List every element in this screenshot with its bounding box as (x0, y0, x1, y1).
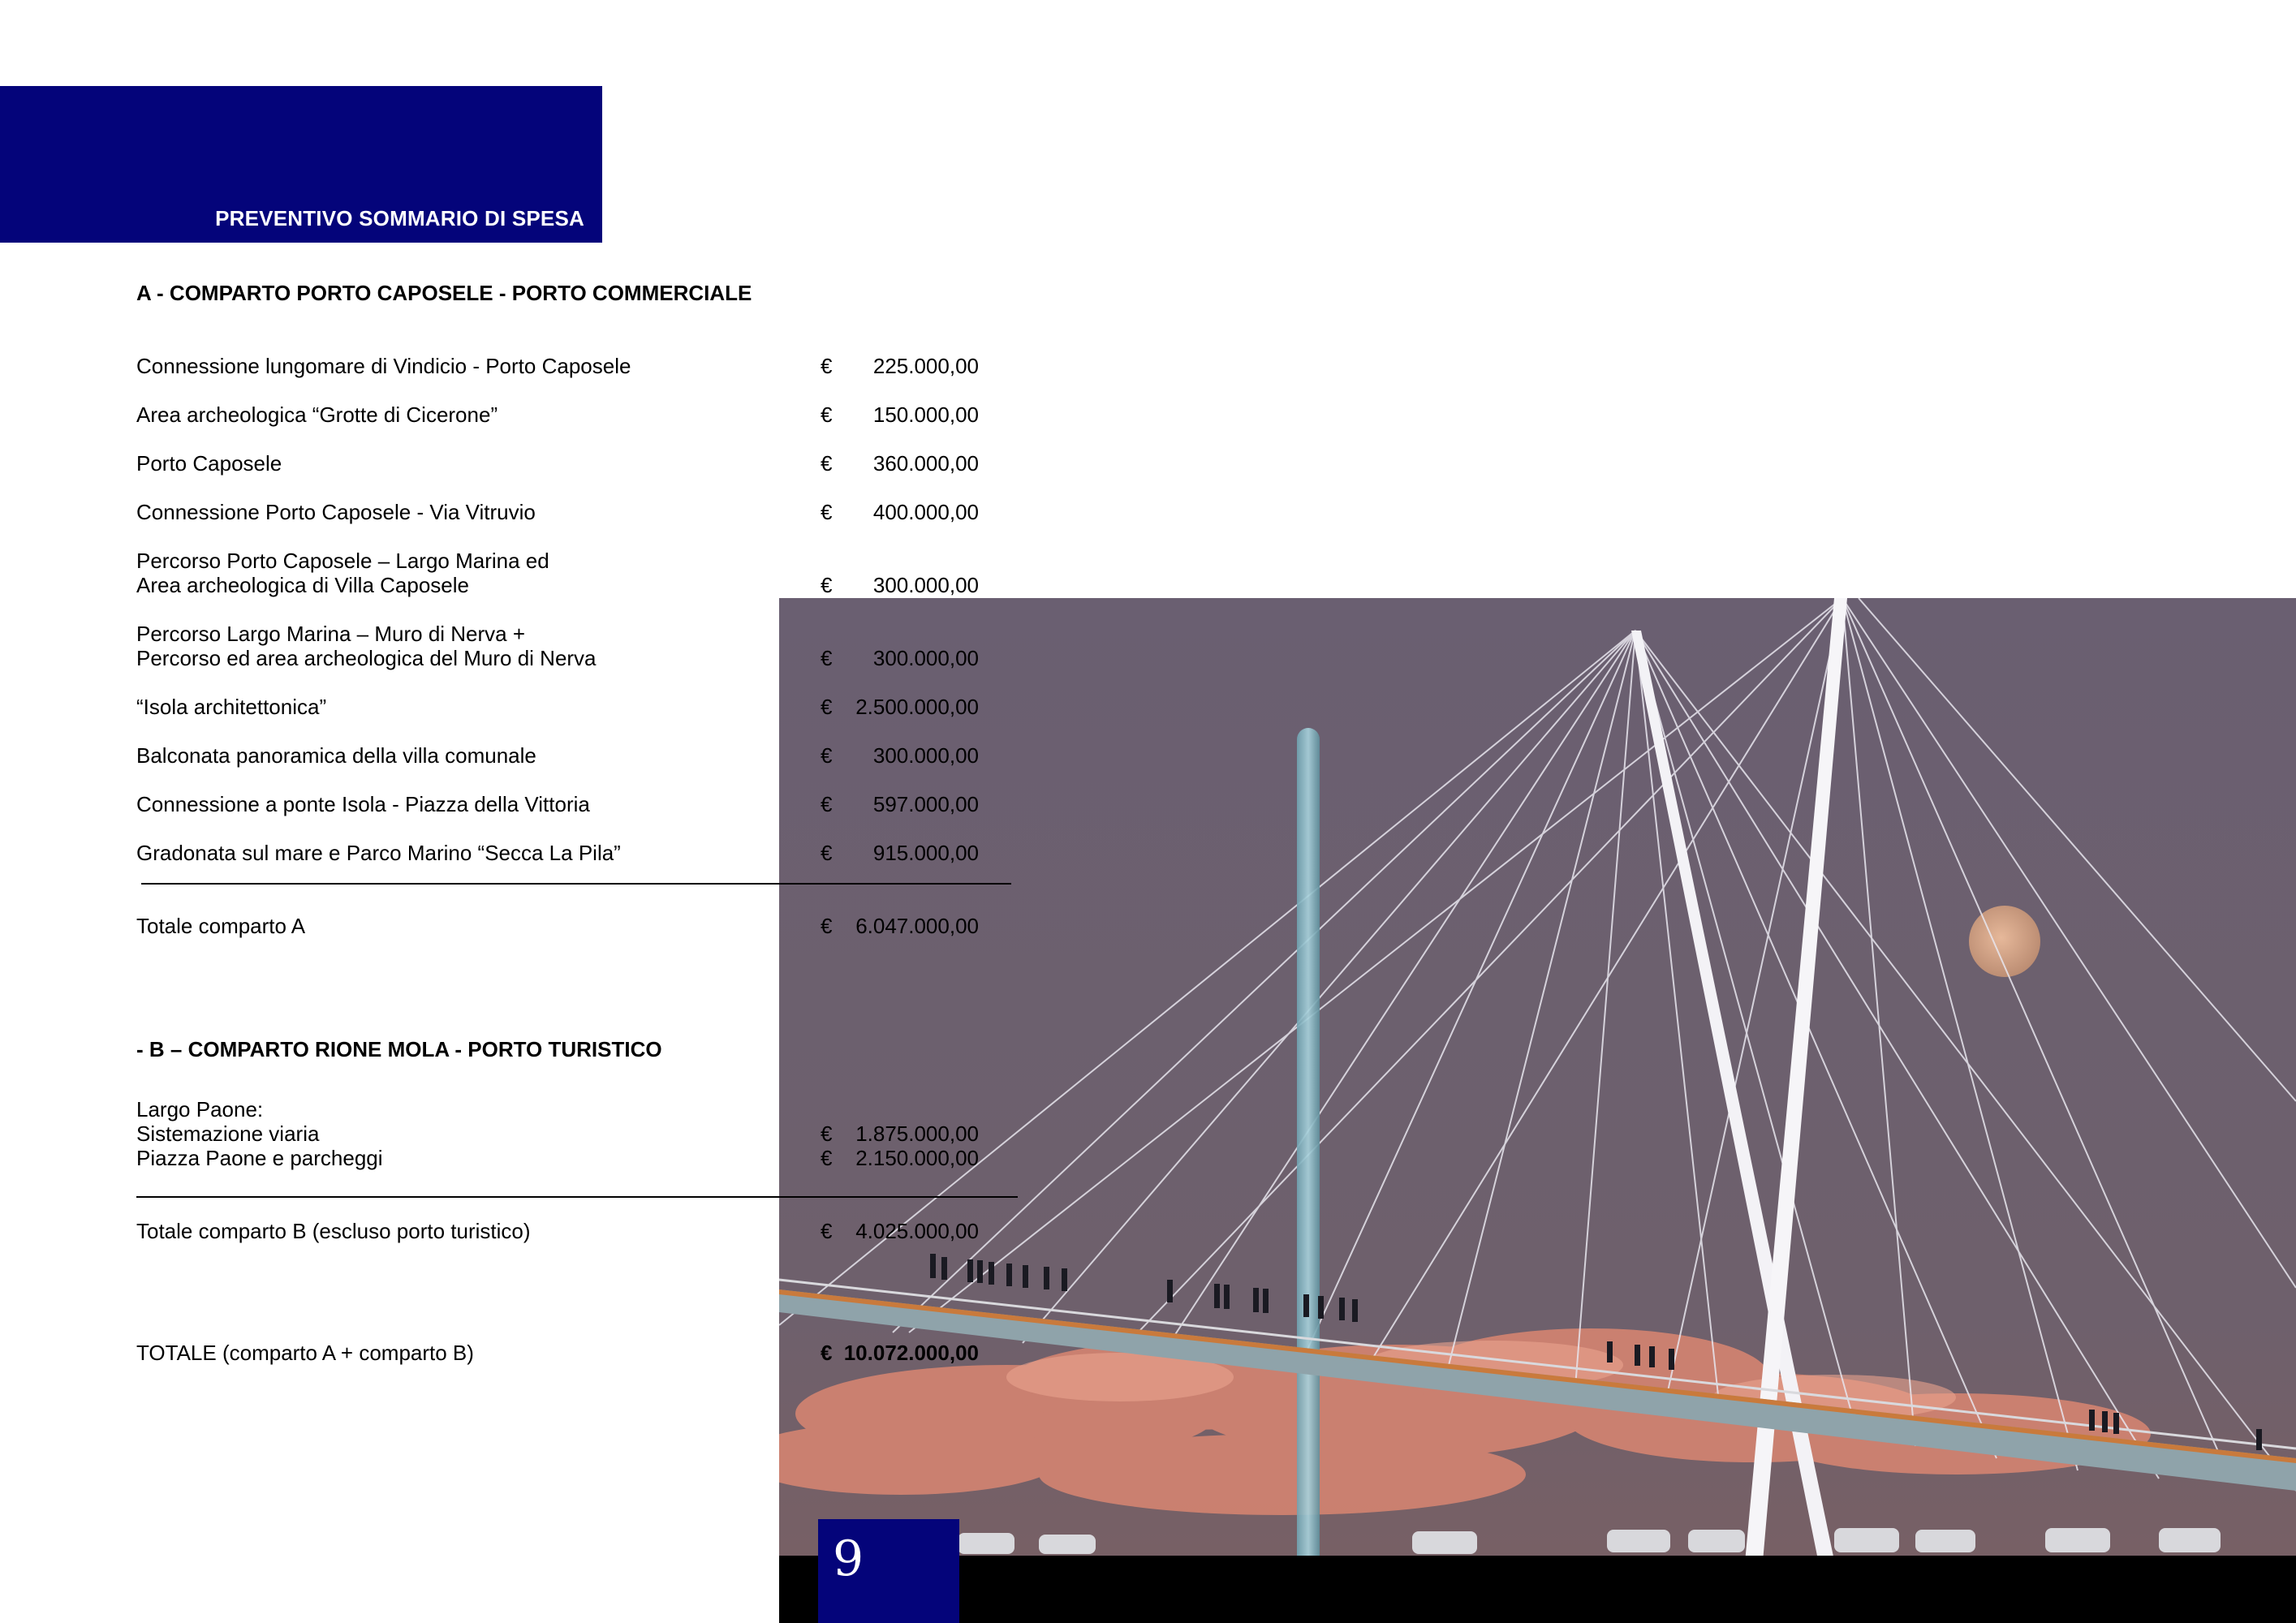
currency-symbol: € (821, 403, 833, 427)
section-a-title: A - COMPARTO PORTO CAPOSELE - PORTO COMMERCIALE (136, 281, 752, 305)
total-amount: 6.047.000,00 (855, 914, 979, 938)
cost-amount: 150.000,00 (872, 403, 979, 427)
cost-amount: 300.000,00 (872, 743, 979, 768)
currency-symbol: € (821, 1121, 833, 1146)
cost-label: “Isola architettonica” (136, 695, 327, 719)
cost-amount: 1.875.000,00 (855, 1121, 979, 1146)
grand-total-label: TOTALE (comparto A + comparto B) (136, 1341, 474, 1365)
currency-symbol: € (821, 914, 833, 938)
cost-label: Sistemazione viaria (136, 1121, 320, 1146)
cost-label: Connessione Porto Caposele - Via Vitruvio (136, 500, 536, 524)
currency-symbol: € (821, 1146, 833, 1170)
cost-label: Percorso Porto Caposele – Largo Marina ed (136, 549, 549, 573)
divider (141, 883, 1011, 885)
currency-symbol: € (821, 841, 833, 865)
page-title: PREVENTIVO SOMMARIO DI SPESA (215, 206, 584, 230)
currency-symbol: € (821, 354, 833, 378)
total-label: Totale comparto B (escluso porto turistico) (136, 1219, 531, 1243)
total-label: Totale comparto A (136, 914, 306, 938)
cost-amount: 915.000,00 (872, 841, 979, 865)
cost-label: Balconata panoramica della villa comunale (136, 743, 536, 768)
total-amount: 4.025.000,00 (855, 1219, 979, 1243)
cost-label: Connessione lungomare di Vindicio - Porto Caposele (136, 354, 631, 378)
group-label: Largo Paone: (136, 1097, 264, 1121)
currency-symbol: € (821, 743, 833, 768)
page-number: 9 (833, 1530, 864, 1587)
cost-amount: 300.000,00 (872, 646, 979, 670)
currency-symbol: € (821, 1219, 833, 1243)
cost-label: Porto Caposele (136, 451, 282, 476)
cost-amount: 225.000,00 (872, 354, 979, 378)
cost-amount: 360.000,00 (872, 451, 979, 476)
page-number-box (818, 1519, 959, 1623)
cost-amount: 300.000,00 (872, 573, 979, 597)
currency-symbol: € (821, 646, 833, 670)
cost-label-line2: Area archeologica di Villa Caposele (136, 573, 469, 597)
cost-amount: 2.150.000,00 (855, 1146, 979, 1170)
currency-symbol: € (821, 500, 833, 524)
section-b-title: - B – COMPARTO RIONE MOLA - PORTO TURISTICO (136, 1037, 662, 1061)
cost-label: Percorso Largo Marina – Muro di Nerva + (136, 622, 526, 646)
currency-symbol: € (821, 695, 833, 719)
cost-amount: 597.000,00 (872, 792, 979, 816)
cost-label: Gradonata sul mare e Parco Marino “Secca La Pila” (136, 841, 621, 865)
grand-total-amount: 10.072.000,00 (843, 1341, 979, 1365)
cost-amount: 2.500.000,00 (855, 695, 979, 719)
cost-estimate (136, 0, 1029, 1623)
divider (136, 1196, 1018, 1198)
cost-label-line2: Percorso ed area archeologica del Muro di Nerva (136, 646, 597, 670)
currency-symbol: € (821, 573, 833, 597)
currency-symbol: € (821, 451, 833, 476)
currency-symbol: € (821, 1341, 833, 1365)
cost-amount: 400.000,00 (872, 500, 979, 524)
cost-label: Area archeologica “Grotte di Cicerone” (136, 403, 498, 427)
cost-label: Piazza Paone e parcheggi (136, 1146, 383, 1170)
cost-label: Connessione a ponte Isola - Piazza della Vittoria (136, 792, 590, 816)
currency-symbol: € (821, 792, 833, 816)
